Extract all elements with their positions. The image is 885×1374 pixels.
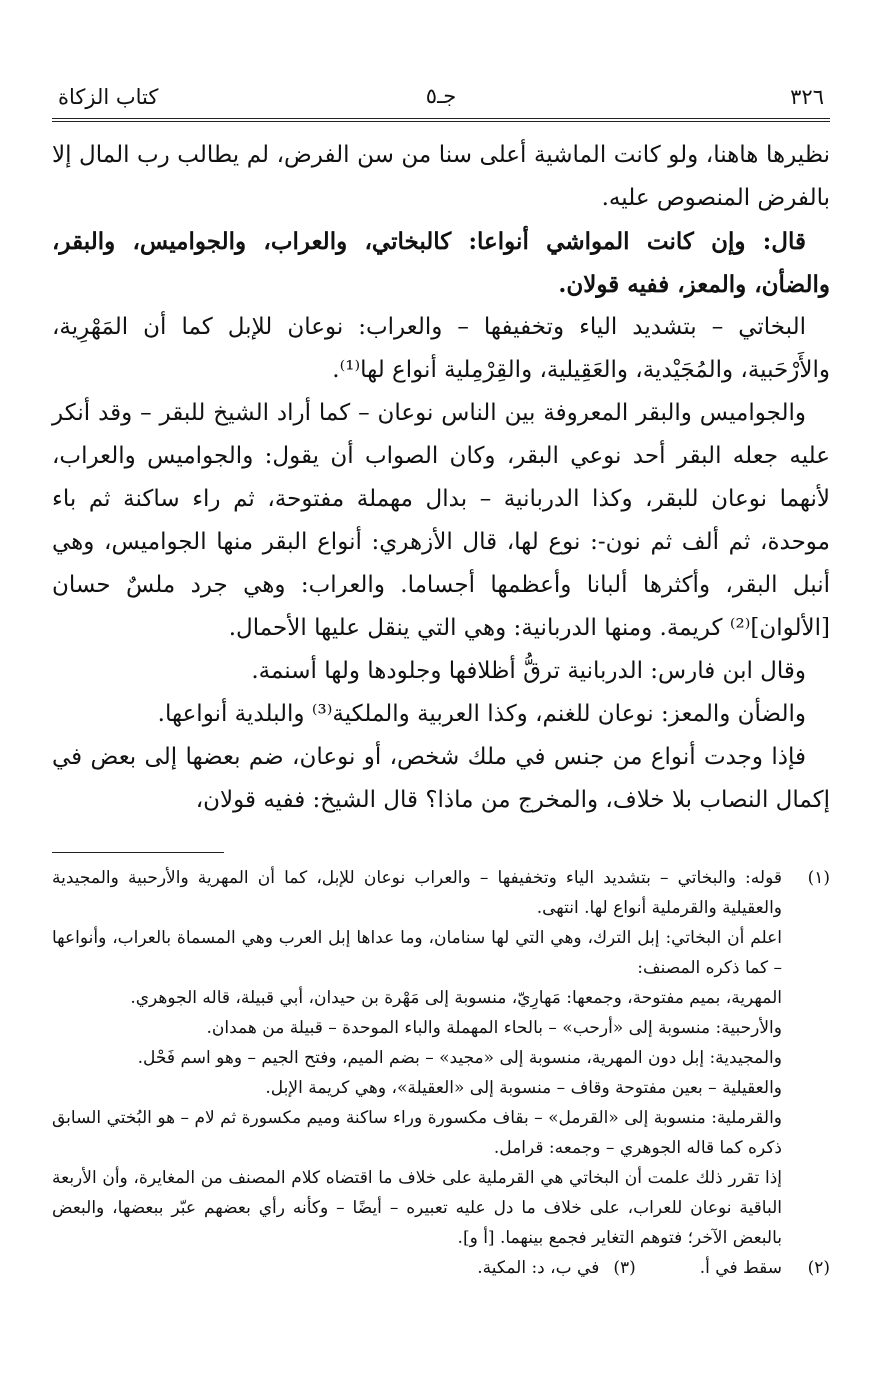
page (52, 70, 830, 1360)
footnote-separator-wrap (52, 822, 830, 863)
footnote-paragraph: والقرملية: منسوبة إلى «القرمل» – بقاف مكسورة وراء ساكنة وميم مكسورة ثم لام – هو البُختي السابق ذكره كما قاله الجوهري – وجمعه: قرامل. (52, 1108, 782, 1158)
paragraph: البخاتي – بتشديد الياء وتخفيفها – والعراب: نوعان للإبل كما أن المَهْرِية، والأَرْحَبية، والمُجَيْدية، والعَقِيلية، والقِرْمِلية أنواع لها⁽¹⁾. (52, 314, 830, 383)
page-number: ٣٢٦ (790, 85, 824, 109)
spacer (650, 1253, 686, 1283)
footnotes (52, 863, 830, 1283)
footnotes-2-3 (52, 1253, 830, 1283)
footnote-paragraph: والمجيدية: إبل دون المهرية، منسوبة إلى «مجيد» – بضم الميم، وفتح الجيم – وهو اسم فَحْل. (137, 1048, 782, 1068)
footnote-paragraph: المهرية، بميم مفتوحة، وجمعها: مَهارِيّ، منسوبة إلى مَهْرة بن حيدان، أبي قبيلة، قاله الجوهري. (130, 988, 782, 1008)
footnote-paragraph: اعلم أن البخاتي: إبل الترك، وهي التي لها سنامان، وما عداها إبل العرب وهي المسماة بالعراب، وأنواعها – كما ذكره المصنف: (52, 928, 782, 978)
footnote-2-text: سقط في أ. (699, 1258, 782, 1278)
footnote-1 (52, 863, 830, 1253)
footnote-number: (١) (807, 868, 830, 888)
main-text (52, 134, 830, 822)
volume-label: جـ٥ (425, 84, 457, 108)
footnote-paragraph: والعقيلية – بعين مفتوحة وقاف – منسوبة إلى «العقيلة»، وهي كريمة الإبل. (265, 1078, 782, 1098)
matn-paragraph: قال: وإن كانت المواشي أنواعا: كالبخاتي، والعراب، والجواميس، والبقر، والضأن، والمعز، ففيه قولان. (52, 228, 830, 298)
header-rule (52, 118, 830, 122)
paragraph: نظيرها هاهنا، ولو كانت الماشية أعلى سنا من سن الفرض، لم يطالب رب المال إلا بالفرض المنصوص عليه. (52, 142, 830, 211)
paragraph: فإذا وجدت أنواع من جنس في ملك شخص، أو نوعان، ضم بعضها إلى بعض في إكمال النصاب بلا خلاف، والمخرج من ماذا؟ قال الشيخ: ففيه قولان، (52, 744, 830, 813)
footnote-paragraph: والأرحبية: منسوبة إلى «أرحب» – بالحاء المهملة والباء الموحدة – قبيلة من همدان. (206, 1018, 782, 1038)
paragraph: والجواميس والبقر المعروفة بين الناس نوعان – كما أراد الشيخ للبقر – وقد أنكر عليه جعله البقر أحد نوعي البقر، وكان الصواب أن يقول: والجواميس والعراب، لأنهما نوعان للبقر، وكذا الدربانية – بدال مهملة مفتوحة، ثم راء ساكنة ثم باء موحدة، ثم ألف ثم نون-: نوع لها، قال الأزهري: أنواع البقر منها الجواميس، وهي أنبل البقر، وأكثرها ألبانا وأعظمها أجساما. والعراب: وهي جرد ملسٌ حسان [الألوان]⁽²⁾ كريمة. ومنها الدربانية: وهي التي ينقل عليها الأحمال. (52, 400, 830, 641)
footnote-3-text: في ب، د: المكية. (477, 1258, 600, 1278)
paragraph: والضأن والمعز: نوعان للغنم، وكذا العربية والملكية⁽³⁾ والبلدية أنواعها. (157, 701, 806, 727)
footnote-body (52, 863, 782, 1253)
footnote-paragraph: إذا تقرر ذلك علمت أن البخاتي هي القرملية على خلاف ما اقتضاه كلام المصنف من المغايرة، وأن الأربعة الباقية نوعان للعراب، على خلاف ما دل عليه تعبيره – أيضًا – وكأنه رأي بعضهم عبّر ببعضها، والبعض بالبعض الآخر؛ فتوهم التغاير فجمع بينهما. [أ و]. (52, 1168, 782, 1248)
footnote-paragraph: قوله: والبخاتي – بتشديد الياء وتخفيفها – والعراب نوعان للإبل، كما أن المهرية والأرحبية والمجيدية والعقيلية والقرملية أنواع لها. انتهى. (52, 868, 782, 918)
footnote-number: (٣) (613, 1258, 636, 1278)
footnote-number: (٢) (807, 1258, 830, 1278)
paragraph: وقال ابن فارس: الدربانية ترقُّ أظلافها وجلودها ولها أسنمة. (251, 658, 806, 684)
running-header (52, 70, 830, 114)
footnote-separator (52, 852, 224, 853)
book-title: كتاب الزكاة (58, 85, 159, 109)
